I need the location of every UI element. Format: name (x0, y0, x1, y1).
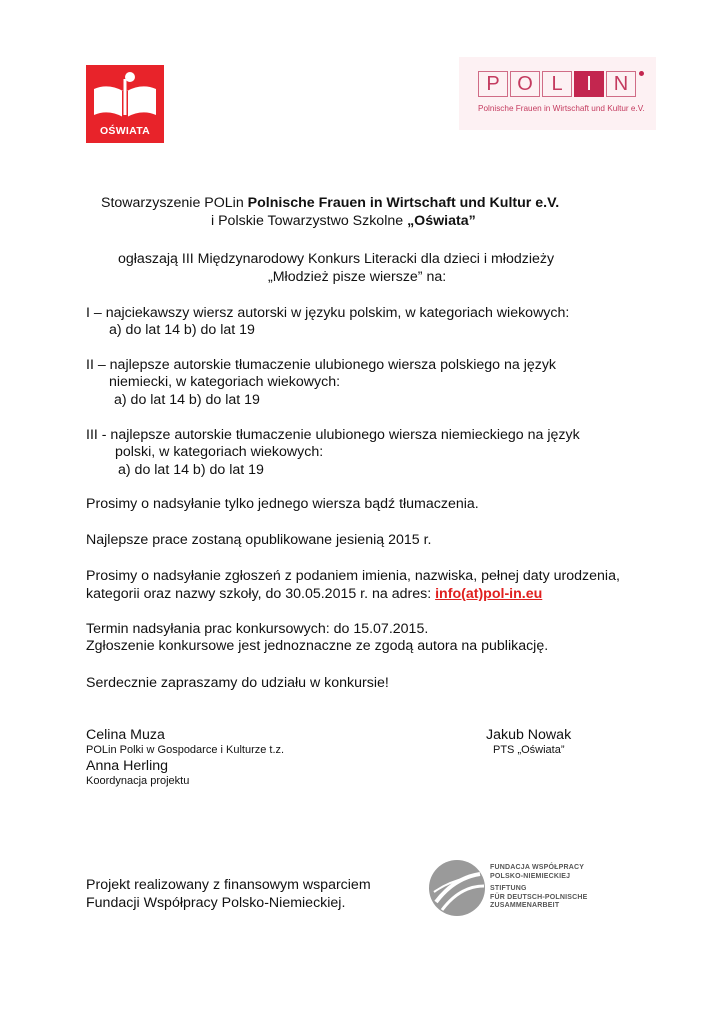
polin-tagline: Polnische Frauen in Wirtschaft und Kultur e.V. (478, 104, 645, 113)
signature-org-oswiata: PTS „Oświata” (493, 744, 565, 756)
category-2-title-cont: niemiecki, w kategoriach wiekowych: (109, 374, 341, 390)
header-line-1 (101, 194, 559, 212)
fundacja-line-5: ZUSAMMENARBEIT (490, 902, 560, 909)
polin-dot-icon (639, 71, 644, 76)
paragraph-consent: Zgłoszenie konkursowe jest jednoznaczne ze zgodą autora na publikację. (86, 638, 549, 654)
oswiata-logo (86, 65, 164, 143)
fundacja-logo (426, 858, 626, 918)
signature-org-polin: POLin Polki w Gospodarce i Kulturze t.z. (86, 744, 285, 756)
road-emblem-icon (426, 858, 488, 918)
polin-letter-n: N (606, 71, 636, 97)
header-org2-name: „Oświata” (407, 213, 476, 229)
fundacja-line-2: POLSKO-NIEMIECKIEJ (490, 872, 571, 880)
email-link[interactable]: info(at)pol-in.eu (435, 586, 543, 602)
paragraph-submission-line-2 (86, 585, 542, 603)
book-emblem-icon (86, 65, 164, 125)
polin-letter-l: L (542, 71, 572, 97)
fundacja-line-1: FUNDACJA WSPÓŁPRACY (490, 864, 585, 871)
oswiata-caption: OŚWIATA (99, 125, 151, 137)
signature-name-anna: Anna Herling (86, 758, 169, 774)
submission-text: kategorii oraz nazwy szkoły, do 30.05.2015 r. na adres: (86, 586, 436, 602)
polin-letter-p: P (478, 71, 508, 97)
category-3-ages: a) do lat 14 b) do lat 19 (118, 462, 264, 478)
paragraph-submission-line-1: Prosimy o nadsyłanie zgłoszeń z podaniem imienia, nazwiska, pełnej daty urodzenia, (86, 568, 620, 584)
paragraph-deadline: Termin nadsyłania prac konkursowych: do 15.07.2015. (86, 621, 429, 637)
paragraph-one-entry: Prosimy o nadsyłanie tylko jednego wiersza bądź tłumaczenia. (86, 496, 479, 512)
header-line-2 (211, 212, 476, 230)
announcement-line-1: ogłaszają III Międzynarodowy Konkurs Literacki dla dzieci i młodzieży (118, 251, 555, 267)
category-1-title: I – najciekawszy wiersz autorski w języku polskim, w kategoriach wiekowych: (86, 305, 570, 321)
signature-name-celina: Celina Muza (86, 727, 165, 743)
category-1-ages: a) do lat 14 b) do lat 19 (109, 322, 255, 338)
footer-line-2: Fundacji Współpracy Polsko-Niemieckiej. (86, 895, 346, 911)
category-3-title: III - najlepsze autorskie tłumaczenie ulubionego wiersza niemieckiego na język (86, 427, 580, 443)
paragraph-invitation: Serdecznie zapraszamy do udziału w konkursie! (86, 675, 389, 691)
fundacja-line-4: FÜR DEUTSCH-POLNISCHE (490, 893, 588, 901)
header-org2-prefix: i Polskie Towarzystwo Szkolne (211, 213, 408, 229)
footer-line-1: Projekt realizowany z finansowym wsparciem (86, 877, 371, 893)
polin-letter-i: I (574, 71, 604, 97)
signature-name-jakub: Jakub Nowak (486, 727, 572, 743)
polin-logo (459, 57, 656, 130)
announcement-line-2: „Młodzież pisze wiersze” na: (268, 269, 447, 285)
fundacja-line-3: STIFTUNG (490, 885, 527, 892)
category-2-title: II – najlepsze autorskie tłumaczenie ulubionego wiersza polskiego na język (86, 357, 557, 373)
signature-role-coordination: Koordynacja projektu (86, 775, 190, 787)
category-3-title-cont: polski, w kategoriach wiekowych: (115, 444, 324, 460)
category-2-ages: a) do lat 14 b) do lat 19 (114, 392, 260, 408)
polin-letter-o: O (510, 71, 540, 97)
header-org1-prefix: Stowarzyszenie POLin (101, 195, 248, 211)
header-org1-name: Polnische Frauen in Wirtschaft und Kultur e.V. (247, 195, 560, 211)
paragraph-publication: Najlepsze prace zostaną opublikowane jesienią 2015 r. (86, 532, 432, 548)
